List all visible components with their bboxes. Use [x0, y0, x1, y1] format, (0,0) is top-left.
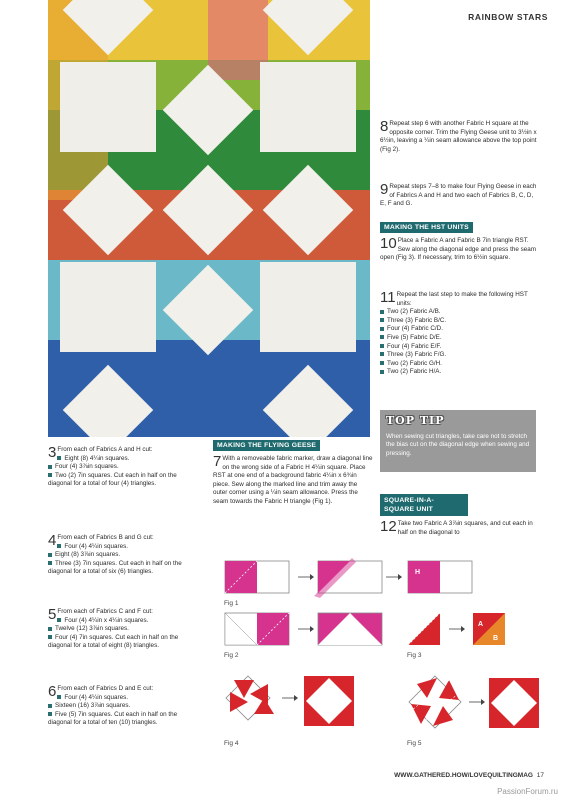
fig5-label: Fig 5	[407, 740, 422, 747]
step-4	[48, 534, 198, 577]
step-11	[380, 291, 540, 377]
list-item: Four (4) 3⅞in squares.	[48, 463, 198, 472]
list-item: Eight (8) 4¼in squares.	[48, 455, 198, 464]
step-4-number: 4	[48, 532, 57, 549]
list-item: Four (4) 4¼in squares.	[48, 694, 198, 703]
list-item: Four (4) 7in squares. Cut each in half on the diagonal for a total of eight (8) triangles.	[48, 634, 198, 651]
section-hst-units: MAKING THE HST UNITS	[380, 222, 473, 233]
step-12	[380, 520, 540, 537]
step-12-number: 12	[380, 518, 397, 535]
top-tip-box	[380, 410, 536, 472]
step-7-number: 7	[213, 453, 222, 470]
fig1-h-label: H	[415, 569, 421, 576]
step-6	[48, 685, 198, 728]
step-3-number: 3	[48, 444, 57, 461]
list-item: Eight (8) 3⅞in squares.	[48, 551, 198, 560]
watermark: PassionForum.ru	[497, 787, 558, 796]
list-item: Two (2) Fabric G/H.	[380, 360, 540, 369]
page-number: 17	[536, 772, 544, 779]
fig1-diagram	[224, 560, 404, 600]
list-item: Three (3) 7in squares. Cut each in half on the diagonal for a total of six (6) triangles.	[48, 560, 198, 577]
step-7	[213, 455, 373, 507]
step-10-number: 10	[380, 235, 397, 252]
section-flying-geese: MAKING THE FLYING GEESE	[213, 440, 320, 451]
section-square-in-a-square: SQUARE-IN-A-SQUARE UNIT	[380, 494, 468, 516]
step-5-text: From each of Fabrics C and F cut:	[57, 608, 153, 615]
list-item: Four (4) Fabric C/D.	[380, 325, 540, 334]
list-item: Two (2) 7in squares. Cut each in half on the diagonal for a total of four (4) triangles.	[48, 472, 198, 489]
step-11-number: 11	[380, 289, 396, 306]
quilt-photo	[48, 0, 370, 437]
fig2-label: Fig 2	[224, 652, 239, 659]
step-9	[380, 183, 540, 209]
footer	[394, 772, 544, 779]
step-9-number: 9	[380, 181, 389, 198]
list-item: Three (3) Fabric F/G.	[380, 351, 540, 360]
list-item: Five (5) 7in squares. Cut each in half on the diagonal for a total of ten (10) triangles.	[48, 711, 198, 728]
list-item: Sixteen (16) 3⅞in squares.	[48, 702, 198, 711]
step-12-text: Take two Fabric A 3⅞in squares, and cut each in half on the diagonal to	[397, 520, 533, 536]
list-item: Three (3) Fabric B/C.	[380, 317, 540, 326]
fig3-diagram	[407, 612, 517, 652]
list-item: Twelve (12) 3⅞in squares.	[48, 625, 198, 634]
fig3-a-label: A	[478, 621, 484, 628]
step-5-number: 5	[48, 606, 57, 623]
step-8	[380, 120, 540, 154]
step-3	[48, 446, 198, 489]
step-5	[48, 608, 198, 651]
top-tip-title: TOP TIP	[386, 414, 445, 427]
list-item: Five (5) Fabric D/E.	[380, 334, 540, 343]
step-6-number: 6	[48, 683, 57, 700]
fig4-label: Fig 4	[224, 740, 239, 747]
page-header-title: RAINBOW STARS	[468, 12, 548, 22]
step-10	[380, 237, 540, 263]
footer-url: WWW.GATHERED.HOW/LOVEQUILTINGMAG	[394, 772, 533, 779]
fig1-label: Fig 1	[224, 600, 239, 607]
step-6-text: From each of Fabrics D and E cut:	[57, 685, 154, 692]
list-item: Four (4) Fabric E/F.	[380, 343, 540, 352]
step-7-text: With a removeable fabric marker, draw a diagonal line on the wrong side of a Fabric H 4¼in square. Place RST at one end of a background fabric 4¼in x 6¾in piece. Sew along the marked line and trim away the outer corner using a ¼in seam allowance. Press the seam towards the Fabric H triangle (Fig 1).	[213, 455, 373, 505]
fig1-result	[407, 560, 477, 596]
step-8-number: 8	[380, 118, 389, 135]
fig4-diagram	[224, 674, 364, 740]
step-11-text: Repeat the last step to make the following HST units:	[396, 291, 528, 307]
list-item: Four (4) 4¼in x 4¼in squares.	[48, 617, 198, 626]
top-tip-body: When sewing cut triangles, take care not to stretch the bias cut on the diagonal edge when sewing and pressing.	[386, 433, 530, 457]
step-3-text: From each of Fabrics A and H cut:	[57, 446, 153, 453]
list-item: Four (4) 4¼in squares.	[48, 543, 198, 552]
list-item: Two (2) Fabric H/A.	[380, 368, 540, 377]
step-10-text: Place a Fabric A and Fabric B 7in triangle RST. Sew along the diagonal edge and press the seam open (Fig 3). If necessary, trim to 6½in square.	[380, 237, 536, 262]
step-8-text: Repeat step 6 with another Fabric H square at the opposite corner. Trim the Flying Geese unit to 3½in x 6½in, leaving a ¼in seam allowance above the top point (Fig 2).	[380, 120, 537, 153]
fig3-label: Fig 3	[407, 652, 422, 659]
list-item: Two (2) Fabric A/B.	[380, 308, 540, 317]
fig5-diagram	[407, 674, 547, 740]
step-4-text: From each of Fabrics B and G cut:	[57, 534, 154, 541]
fig2-diagram	[224, 612, 404, 652]
fig3-b-label: B	[493, 635, 499, 642]
step-9-text: Repeat steps 7–8 to make four Flying Geese in each of Fabrics A and H and two each of Fabrics B, C, D, E, F and G.	[380, 183, 537, 208]
